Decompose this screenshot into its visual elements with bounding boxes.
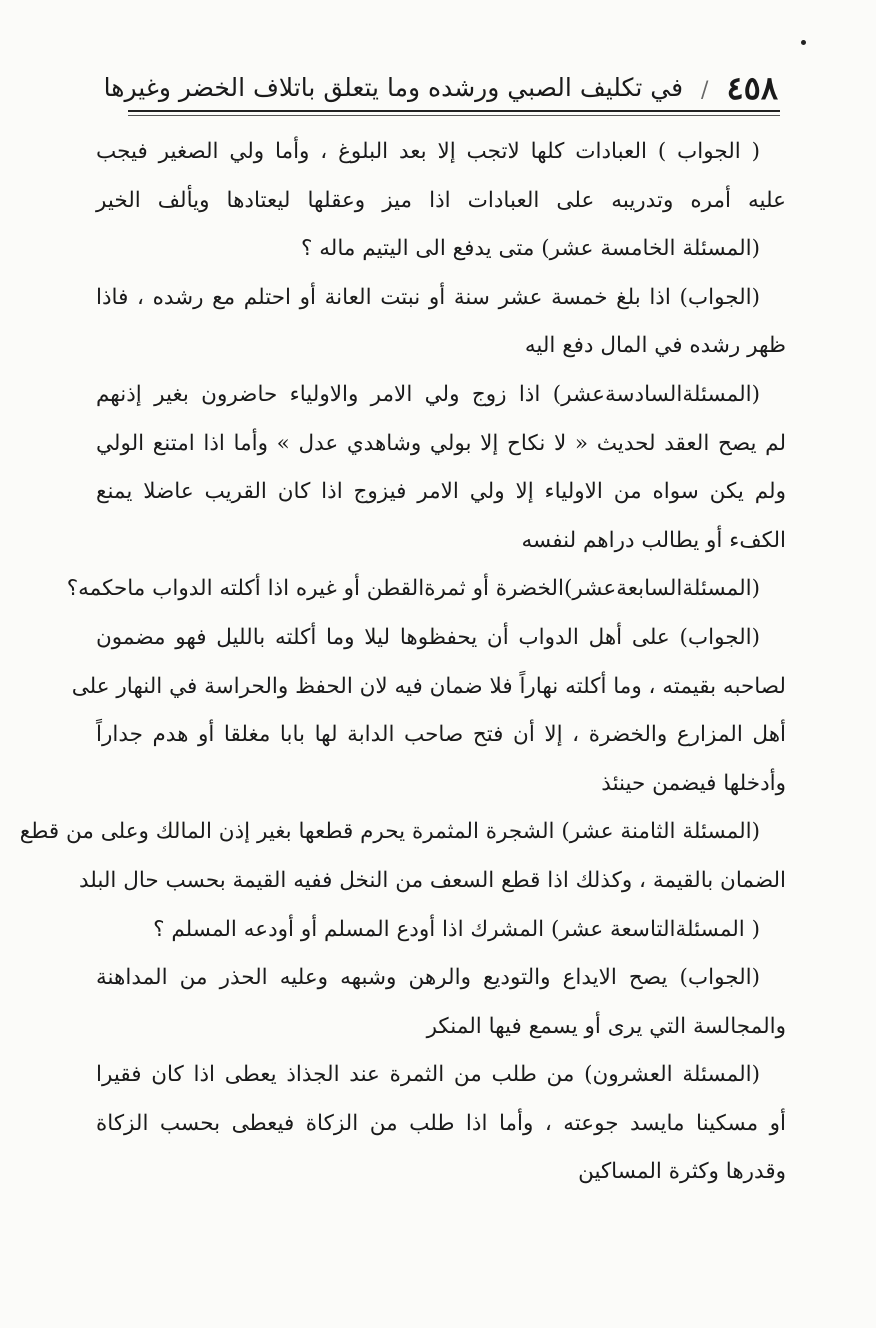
text-line: والمجالسة التي يرى أو يسمع فيها المنكر (426, 1013, 786, 1039)
text-line: (المسئلةالسابعةعشر)الخضرة أو ثمرةالقطن أو غيره اذا أكلته الدواب ماحكمه؟ (66, 576, 760, 602)
text-line: (الجواب) اذا بلغ خمسة عشر سنة أو نبتت العانة أو احتلم مع رشده ، فاذا (96, 284, 760, 310)
text-line: عليه أمره وتدريبه على العبادات اذا ميز وعقلها ليعتادها ويألف الخير (96, 187, 786, 213)
page-number: ٤٥٨ (726, 69, 778, 107)
text-line: ظهر رشده في المال دفع اليه (524, 333, 786, 359)
page-header (103, 62, 778, 108)
text-line: وأدخلها فيضمن حينئذ (601, 770, 786, 796)
text-line: أهل المزارع والخضرة ، إلا أن فتح صاحب الدابة لها بابا مغلقا أو هدم جداراً (96, 722, 786, 748)
text-line: الكفء أو يطالب دراهم لنفسه (521, 527, 786, 553)
header-rule-thin (128, 115, 780, 116)
text-line: لصاحبه بقيمته ، وما أكلته نهاراً فلا ضمان فيه لان الحفظ والحراسة في النهار على (71, 673, 786, 699)
text-line: لم يصح العقد لحديث « لا نكاح إلا بولي وشاهدي عدل » وأما اذا امتنع الولي (96, 430, 786, 456)
text-line: (المسئلة العشرون) من طلب من الثمرة عند الجذاذ يعطى اذا كان فقيرا (96, 1062, 760, 1088)
text-line: (المسئلةالسادسةعشر) اذا زوج ولي الامر والاولياء حاضرون بغير إذنهم (96, 381, 760, 407)
header-mark: / (701, 78, 709, 103)
text-line: وقدرها وكثرة المساكين (578, 1159, 786, 1185)
text-line: (الجواب) يصح الايداع والتوديع والرهن وشبهه وعليه الحذر من المداهنة (96, 965, 760, 991)
text-line: ولم يكن سواه من الاولياء إلا ولي الامر فيزوج اذا كان القريب عاضلا يمنع (96, 479, 786, 505)
text-line: ( الجواب ) العبادات كلها لاتجب إلا بعد البلوغ ، وأما ولي الصغير فيجب (96, 139, 760, 164)
body-text (19, 128, 786, 1197)
ink-speck (801, 40, 806, 45)
text-line: (المسئلة الخامسة عشر) متى يدفع الى اليتيم ماله ؟ (301, 236, 760, 262)
header-rule (128, 110, 780, 112)
text-line: أو مسكينا مايسد جوعته ، وأما اذا طلب من الزكاة فيعطى بحسب الزكاة (96, 1110, 786, 1136)
text-line: (الجواب) على أهل الدواب أن يحفظوها ليلا وما أكلته بالليل فهو مضمون (96, 624, 760, 650)
running-title: في تكليف الصبي ورشده وما يتعلق باتلاف الخضر وغيرها (103, 73, 684, 102)
text-line: (المسئلة الثامنة عشر) الشجرة المثمرة يحرم قطعها بغير إذن المالك وعلى من قطع (19, 819, 760, 845)
text-line: ( المسئلةالتاسعة عشر) المشرك اذا أودع المسلم أو أودعه المسلم ؟ (153, 916, 760, 942)
text-line: الضمان بالقيمة ، وكذلك اذا قطع السعف من النخل ففيه القيمة بحسب حال البلد (78, 867, 786, 893)
